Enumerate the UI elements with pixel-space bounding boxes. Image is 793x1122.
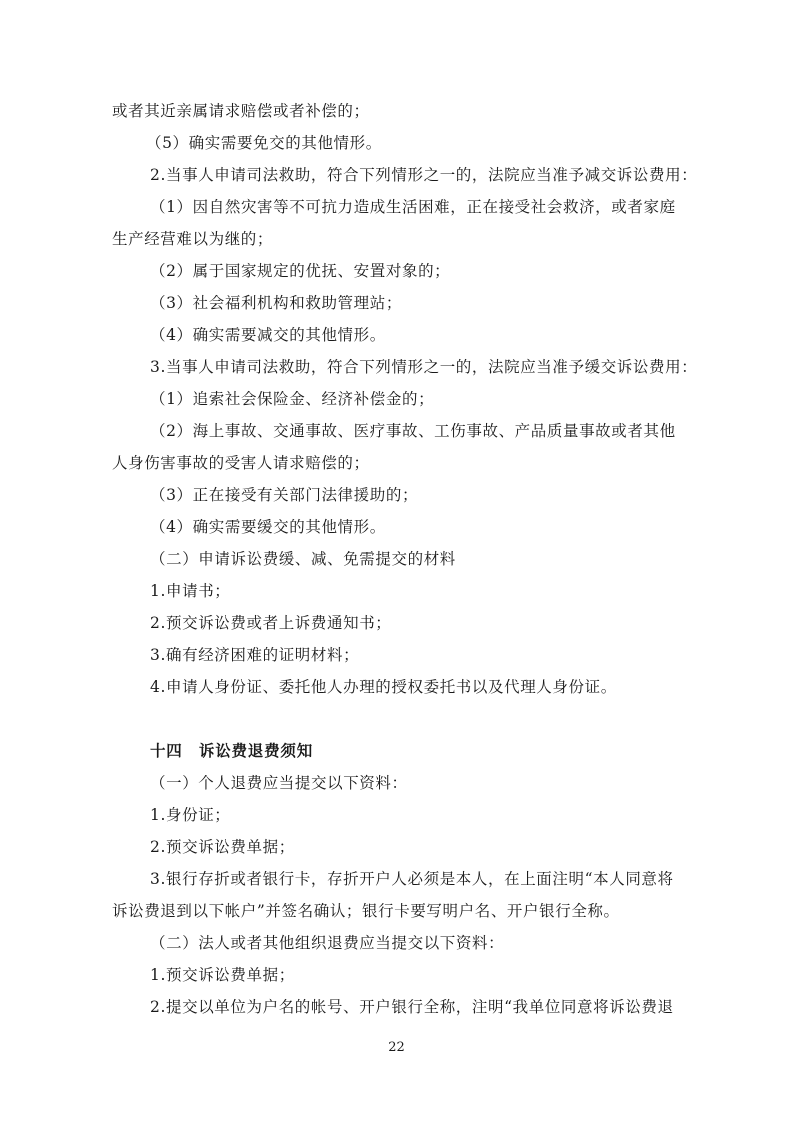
text-line: 1.身份证； bbox=[150, 806, 231, 824]
text-line: 或者其近亲属请求赔偿或者补偿的； bbox=[112, 102, 370, 120]
text-line: 1.申请书； bbox=[150, 582, 231, 600]
text-line: （5）确实需要免交的其他情形。 bbox=[146, 134, 382, 152]
text-line: （2）海上事故、交通事故、医疗事故、工伤事故、产品质量事故或者其他 bbox=[150, 422, 676, 440]
text-line: （1）因自然灾害等不可抗力造成生活困难，正在接受社会救济，或者家庭 bbox=[150, 198, 676, 216]
text-line: （一）个人退费应当提交以下资料： bbox=[150, 774, 408, 792]
text-line: 2.当事人申请司法救助，符合下列情形之一的，法院应当准予减交诉讼费用： bbox=[150, 166, 698, 184]
page-number: 22 bbox=[388, 1040, 405, 1055]
section-heading: 十四 诉讼费退费须知 bbox=[150, 741, 314, 760]
text-line: 3.确有经济困难的证明材料； bbox=[150, 646, 360, 664]
text-line: （1）追索社会保险金、经济补偿金的； bbox=[150, 390, 435, 408]
text-line: （二）法人或者其他组织退费应当提交以下资料： bbox=[150, 934, 505, 952]
text-line: （二）申请诉讼费缓、减、免需提交的材料 bbox=[150, 550, 456, 568]
text-line: （3）社会福利机构和救助管理站； bbox=[150, 294, 402, 312]
text-line: （3）正在接受有关部门法律援助的； bbox=[150, 486, 419, 504]
text-line: 诉讼费退到以下帐户”并签名确认；银行卡要写明户名、开户银行全称。 bbox=[112, 902, 620, 920]
text-line: （2）属于国家规定的优抚、安置对象的； bbox=[150, 262, 451, 280]
text-line: 人身伤害事故的受害人请求赔偿的； bbox=[112, 454, 370, 472]
text-line: 1.预交诉讼费单据； bbox=[150, 966, 295, 984]
text-line: 2.预交诉讼费单据； bbox=[150, 838, 295, 856]
text-line: 2.预交诉讼费或者上诉费通知书； bbox=[150, 614, 392, 632]
text-line: 3.当事人申请司法救助，符合下列情形之一的，法院应当准予缓交诉讼费用： bbox=[150, 358, 698, 376]
text-line: 2.提交以单位为户名的帐号、开户银行全称，注明“我单位同意将诉讼费退 bbox=[150, 998, 674, 1016]
text-line: （4）确实需要缓交的其他情形。 bbox=[150, 518, 386, 536]
text-line: 3.银行存折或者银行卡，存折开户人必须是本人，在上面注明“本人同意将 bbox=[150, 870, 674, 888]
text-line: （4）确实需要减交的其他情形。 bbox=[150, 326, 386, 344]
text-line: 生产经营难以为继的； bbox=[112, 230, 274, 248]
text-line: 4.申请人身份证、委托他人办理的授权委托书以及代理人身份证。 bbox=[150, 678, 617, 696]
